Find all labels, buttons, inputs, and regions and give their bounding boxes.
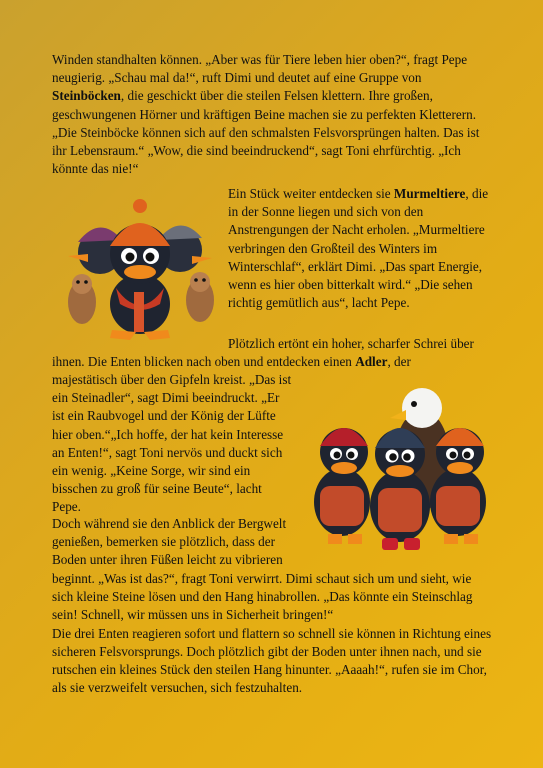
keyword-steinboecke: Steinböcken [52,88,121,104]
text-span: , der [387,354,411,369]
text-span: Ein Stück weiter entdecken sie [228,186,394,201]
paragraph-murmeltiere [228,185,492,312]
paragraph-adler-rest: majestätisch über den Gipfeln kreist. „Das ist ein Steinadler“, sagt Dimi beeindruckt. „Er ist ein Raubvogel und der König der Lüfte hier oben.“„Ich hoffe, der hat kein Interesse an Enten!“, sagt Toni nervös und duckt sich ein wenig. „Keine Sorge, wir sind ein bisschen zu groß für seine Beute“, lacht Pepe. [52,372,292,515]
text-span: ihnen. Die Enten blicken nach oben und entdecken einen [52,354,356,369]
paragraph-steinschlag-end [52,570,492,697]
text-span: , die geschickt über die steilen Felsen klettern. Ihre großen, geschwungenen Hörner und kräftigen Beine machen sie zu perfekten Kletterern. „Die Steinböcke können sich auf den schmalsten Felsvorsprüngen halten. Das ist ihr Lebensraum.“ „Wow, die sind beeindruckend“, sagt Toni ehrfürchtig. „Ich könnte das nie!“ [52,88,480,177]
keyword-murmeltiere: Murmeltiere [393,186,466,201]
paragraph-steinboecke [52,51,492,178]
ducks-with-marmots-illustration [60,192,220,342]
text-block: beginnt. „Was ist das?“, fragt Toni verwirrt. Dimi schaut sich um und sieht, wie sich kleine Steine lösen und den Hang hinabrollen. „Das könnte ein Steinschlag sein! Schnell, wir müssen uns in Sicherheit bringen!“ [52,571,473,623]
paragraph-rutschen: Die drei Enten reagieren sofort und flattern so schnell sie können in Richtung eines sicheren Felsvorsprungs. Doch plötzlich gibt der Boden unter ihnen nach, und sie rutschen ein kleines Stück den steilen Hang hinunter. „Aaaah!“, rufen sie im Chor, als sie verzweifelt versuchen, sich festzuhalten. [52,625,492,696]
text-span: , die in der Sonne liegen und sich von den Anstrengungen der Nacht erholen. „Murmeltiere verbringen den Großteil des Winters im Winterschlaf“, erklärt Dimi. „Das spart Energie, wenn es hier oben bitterkalt wird.“ „Die sehen richtig gemütlich aus“, lacht Pepe. [228,186,489,311]
paragraph-adler-line2 [52,353,492,371]
paragraph-steinschlag-start: Doch während sie den Anblick der Bergwelt genießen, bemerken sie plötzlich, dass der Boden unter ihren Füßen leicht zu vibrieren [52,516,287,568]
keyword-adler: Adler [355,354,388,369]
ducks-with-eagle-illustration [302,380,498,558]
text-span: Winden standhalten können. „Aber was für Tiere leben hier oben?“, fragt Pepe neugierig. „Schau mal da!“, ruft Dimi und deutet auf eine Gruppe von [52,52,468,86]
paragraph-adler-line1: Plötzlich ertönt ein hoher, scharfer Schrei über [228,336,474,351]
